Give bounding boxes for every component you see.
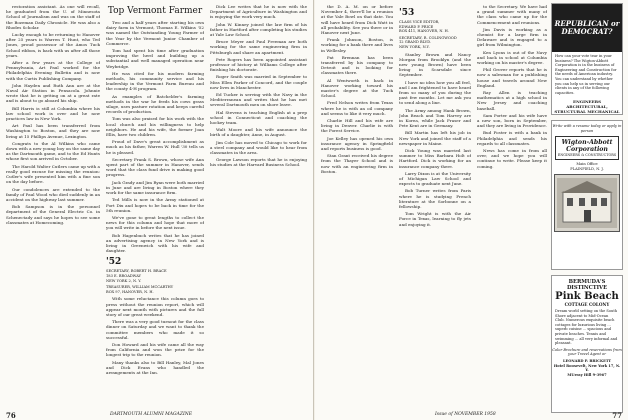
ad-subtitle: COTTAGE COLONY: [564, 302, 610, 307]
pink-beach-ad: [551, 275, 623, 413]
paragraph: Secretary Frank S. Brown, whose wife Ann spent part of the summer in Hanover, sends word that the class fund drive is making good progress.: [106, 156, 204, 178]
page-number: 76: [6, 410, 16, 420]
paragraph: Ken Lyons is out of the Navy and back in school at Columbia working on his master's degree.: [477, 49, 547, 66]
paragraph: Roger Smith was married in September to Miss Ellen Parker of Concord, and the couple now lives in Manchester.: [210, 74, 307, 90]
paragraph: Pat Brennan has been transferred by his company to Detroit and is looking for classmates there.: [321, 54, 393, 76]
paragraph: restoration assistant. As one will recall, he graduated from the U. of Minnesota School of Journalism and was on the staff of the Bozeman Daily Chronicle. He was also a Rhodes Scholar.: [6, 4, 100, 30]
class-secretary: SECRETARY, ROBERT H. BRACE 183 E. BROADWAY NEW YORK 2, N. Y.: [106, 269, 167, 283]
left-column-1: [6, 4, 100, 227]
paragraph: Dick Lee writes that he is now with the Department of Agriculture in Washington and is enjoying the work very much.: [210, 4, 307, 20]
paragraph: Al Wentworth is back in Hanover working toward his master's degree at the Tuck School.: [321, 77, 393, 99]
building-photo: [554, 174, 620, 232]
paragraph: Bill Martin has left his job in New York and joined the staff of a newspaper in Maine.: [399, 130, 471, 146]
paragraph: Many thanks also to Bill Hanley, Mal Jones and Dick Evans who handled the arrangements at the Inn.: [106, 359, 204, 375]
right-column-3: [477, 4, 547, 171]
paragraph: George Lawson reports that he is enjoying his studies at the Harvard Business School.: [210, 157, 307, 168]
class-heading-53: '53: [399, 8, 415, 18]
paragraph: There was a very good turnout for the class dinner on Saturday and we want to thank the committee members who made it so successful.: [106, 319, 204, 340]
ad-positions: ENGINEERS ARCHITECTURAL, STRUCTURAL MECHANICAL: [554, 99, 620, 115]
paragraph: John W. Kinney joined the law firm of his father in Hartford after completing his studies at Yale Law School.: [210, 21, 307, 38]
building-icon: [557, 178, 617, 228]
paragraph: Larry Dixon is at the University of Michigan Law School and expects to graduate next June.: [399, 170, 471, 187]
class-heading: '52: [106, 257, 122, 268]
paragraph: The Army among Hank Brown, John Beach and Tom Harvey are in Korea, while Jack Fraser and Pete Kent are in Germany.: [399, 107, 471, 129]
paragraph: Bob Sampson is in the personnel department of the General Electric Co. in Schenectady and says he hopes to see some classmates at Homecoming.: [6, 204, 100, 225]
paragraph: Tom was also praised for his work with the local church and his willingness to help neighbors. He and his wife, the former Joan Ellis, have two children.: [106, 116, 204, 138]
paragraph: Fred Nelson writes from Texas where he is with an oil company and seems to like it very much.: [321, 100, 393, 116]
paragraph: Pete Rogers has been appointed assistant professor of history at Williams College after finishing his doctorate.: [210, 56, 307, 73]
paragraph: After a few years at the College of Pennsylvania, Art Paul worked for the Philadelphia Evening Bulletin and is now with the Curtis Publishing Company.: [6, 60, 100, 81]
right-page: [315, 0, 628, 420]
class-treasurer: TREASURER, WILLIAM MCCARTHY BOX 97, HANOVER, N. H.: [106, 285, 174, 294]
paragraph: We've gone to great lengths to collect the news for this column and hope that more of you will write in before the next issue.: [106, 214, 204, 231]
paragraph: Bob Hagenbuch writes that he has joined an advertising agency in New York and is living in Greenwich with his wife and daughter.: [106, 232, 204, 254]
ad-kicker: BERMUDA'S DISTINCTIVE: [566, 279, 608, 291]
paragraph: Bob Turner writes from Paris where he is studying French literature at the Sorbonne on a fellowship.: [399, 188, 471, 210]
paragraph: Don Howard and his wife came all the way from California and won the prize for the longest trip to the reunion.: [106, 341, 204, 358]
paragraph: Ed Tucker is serving with the Navy in the Mediterranean and writes that he has met several Dartmouth men on shore leave.: [210, 92, 307, 108]
paragraph: Bruce Meyer and Paul Freeman are both working for the same engineering firm in Pittsburgh and share an apartment.: [210, 39, 307, 55]
republican-democrat-ad: [551, 3, 623, 115]
paragraph: John Hayden and Ruth Ann are at the Naval Air Station in Pensacola. Johnnie wrote that he is getting on at a great rate and is about to go aboard his ship.: [6, 82, 100, 104]
paragraph: Our condolences are extended to the family of Paul Wood who died suddenly in an accident on the highway last summer.: [6, 186, 100, 202]
paragraph: Bud Foster is with a bank in Philadelphia and sends his regards to all classmates.: [477, 130, 547, 146]
paragraph: Tom Wright is with the Air Force in Texas, learning to fly jets and enjoying it.: [399, 211, 471, 227]
right-column-2: [399, 4, 471, 229]
company-logo: Wigton-Abbott Corporation ENGINEERS & CONSTRUCTORS: [555, 136, 619, 160]
paragraph: Bill Harris is still at Columbia where his law school work is over and he now practices law in New York.: [6, 105, 100, 122]
paragraph: Jim Cole has moved to Chicago to work for a steel company and would like to hear from classmates in the area.: [210, 139, 307, 156]
ad-body-pink: Dream world setting on the South Shore adjacent to Mid-Ocean Club. Numerous exquisite beach cottages for luxurious living ... superb cuisine ... spacious and private beaches. Tennis and swimming ... all very informal and pleasant.: [555, 309, 618, 346]
paragraph: Proud of Dave's great accomplishment as much as his father, Warren W. Hull '30 tells us he is pleased.: [106, 139, 204, 155]
paragraph: I have no idea how you all feel, and I am frightened to have heard from so many of you during the past few months. Let me ask you to send along a line.: [399, 79, 471, 106]
paragraph: The Harold Walter Cutlers came up with a really good excuse for missing the reunion: Cutler's wife presented him with a fine son on the day before.: [6, 163, 100, 185]
ad-brochure-note: Color Brochure and reservations from your Travel Agent or: [552, 347, 622, 357]
ad-representative: LEONARD P. BRICKETT Hotel Roosevelt, New York 17, N. Y. MUrray Hill 9-3967: [553, 358, 621, 377]
paragraph: Stanley Brown and Nancy Morgan from Brooklyn (and the new young Brown) have been living in Scarsdale since September.: [399, 51, 471, 78]
running-footer: DARTMOUTH ALUMNI MAGAZINE: [110, 411, 192, 417]
ad-title: Pink Beach: [555, 291, 619, 302]
paragraph: Frank Johnson, Boston, is working for a bank there and lives in Wellesley.: [321, 37, 393, 53]
paragraph: Stan Grant received his degree from the Thayer School and is now with an engineering firm in Boston.: [321, 153, 393, 174]
ad-apply-note: Write with a resume today or apply in person: [552, 124, 622, 133]
paragraph: Two and a half years after starting his own dairy farm in Vermont, Thomas E. Wilkins '52 was named the Outstanding Young Farmer of the Year by the Vermont Junior Chamber of Commerce.: [106, 20, 204, 46]
paragraph: Lucky enough to be returning to Hanover after 25 years is Warren T. Hunt, who Ted Jones, proud possessor of the Amos Tuck School ribbon, is back with us after all those years.: [6, 32, 100, 58]
paragraph: News has come in from all over, and we hope you will continue to write. Please keep it coming.: [477, 148, 547, 169]
paragraph: Tom had spent his time after graduation improving the herd and building up a substantial and well managed operation near Weybridge.: [106, 48, 204, 69]
paragraph: Ray Allen is teaching mathematics at a high school in New Jersey and coaching baseball.: [477, 90, 547, 111]
paragraph: He was cited for his modern farming methods, his community service and his leadership in the Vermont Farm Bureau and the county 4-H program.: [106, 70, 204, 92]
wigton-abbott-ad: [551, 120, 623, 270]
paragraph: Hal Stevens is teaching English at a prep school in Connecticut and coaching the hockey team.: [210, 109, 307, 126]
left-column-3: [210, 4, 307, 170]
paragraph: With some reluctance this column goes to press without the reunion report, which will appear next month with pictures and the full story of our great weekend.: [106, 296, 204, 317]
paragraph: Art Paul has been transferred from Washington to Boston, and they are now living at 15 Phillips Avenue, Lexington.: [6, 123, 100, 139]
paragraph: Jim Davis is working as a chemist for a large firm in Delaware and is engaged to a girl from Wilmington.: [477, 26, 547, 48]
ad-body: How can your vote tear in your business? The Wigton-Abbott Corporation is in the business of Engineering and Construction for the needs of American industry. You can understand by whether you can help us in serving our clients in any of the following capacities.: [555, 54, 617, 95]
paragraph: Jack Grady and Jim Ryan were both married in June and are living in Boston where they work for the same insurance firm.: [106, 179, 204, 196]
paragraph: the D. A. M. on or before November 4, there'll be a reunion at the Yale Bowl on that date. You will have heard from Dick Watt in all probability. See you there or in Hanover next June.: [321, 4, 393, 36]
ad-headline: REPUBLICAN or DEMOCRAT?: [554, 19, 620, 36]
left-column-2: [106, 4, 204, 377]
right-column-1: [321, 4, 393, 176]
paragraph: Sam Porter and his wife have a new son, born in September, and they are living in Providence.: [477, 112, 547, 129]
class-vice-editor: CLASS VICE EDITOR, EDWARD P. PRICE BOX 411, HANOVER, N. H.: [399, 20, 449, 34]
paragraph: As examples of Batchelder's farming methods in the war he feeds his cows grass silage, uses pasture rotation and keeps careful records of production.: [106, 93, 204, 115]
page-number-right: 77: [612, 410, 622, 420]
class-secretary-53: SECRETARY, R. COLINGWOOD 12 GRAND BLVD. NEW YORK, N.Y.: [399, 35, 457, 49]
ad-illustration: [552, 4, 622, 52]
paragraph: to the Secretary. We have had a grand summer with many of the class who came up for the Commencement and reunions.: [477, 4, 547, 25]
paragraph: Ted Mills is now in the Army stationed at Fort Dix and hopes to be back in time for the 5th reunion.: [106, 197, 204, 213]
article-title: Top Vermont Farmer: [107, 6, 203, 16]
paragraph: Congrats to the Al Wilkins who came down with a new young boy on the same day as the Dartmouth game, and to the Ed Hunts whose first son arrived in October.: [6, 140, 100, 162]
paragraph: Dick Young was married last summer to Miss Barbara Holt of Hartford. Dick is working for an insurance company there.: [399, 148, 471, 169]
paragraph: Walt Moore and his wife announce the birth of a daughter, Anne, in August.: [210, 127, 307, 138]
paragraph: Joe Kelley has opened his own insurance agency in Springfield and reports business is good.: [321, 135, 393, 152]
ad-address: Main Office PLAINFIELD, N. J.: [570, 162, 604, 171]
paragraph: Phil Grover reports that he is now a salesman for a publishing house and travels around New England.: [477, 67, 547, 88]
paragraph: Charlie Hill and his wife are living in Denver. Charlie is with the Forest Service.: [321, 118, 393, 134]
running-footer-right: Issue of NOVEMBER 1958: [435, 411, 496, 417]
